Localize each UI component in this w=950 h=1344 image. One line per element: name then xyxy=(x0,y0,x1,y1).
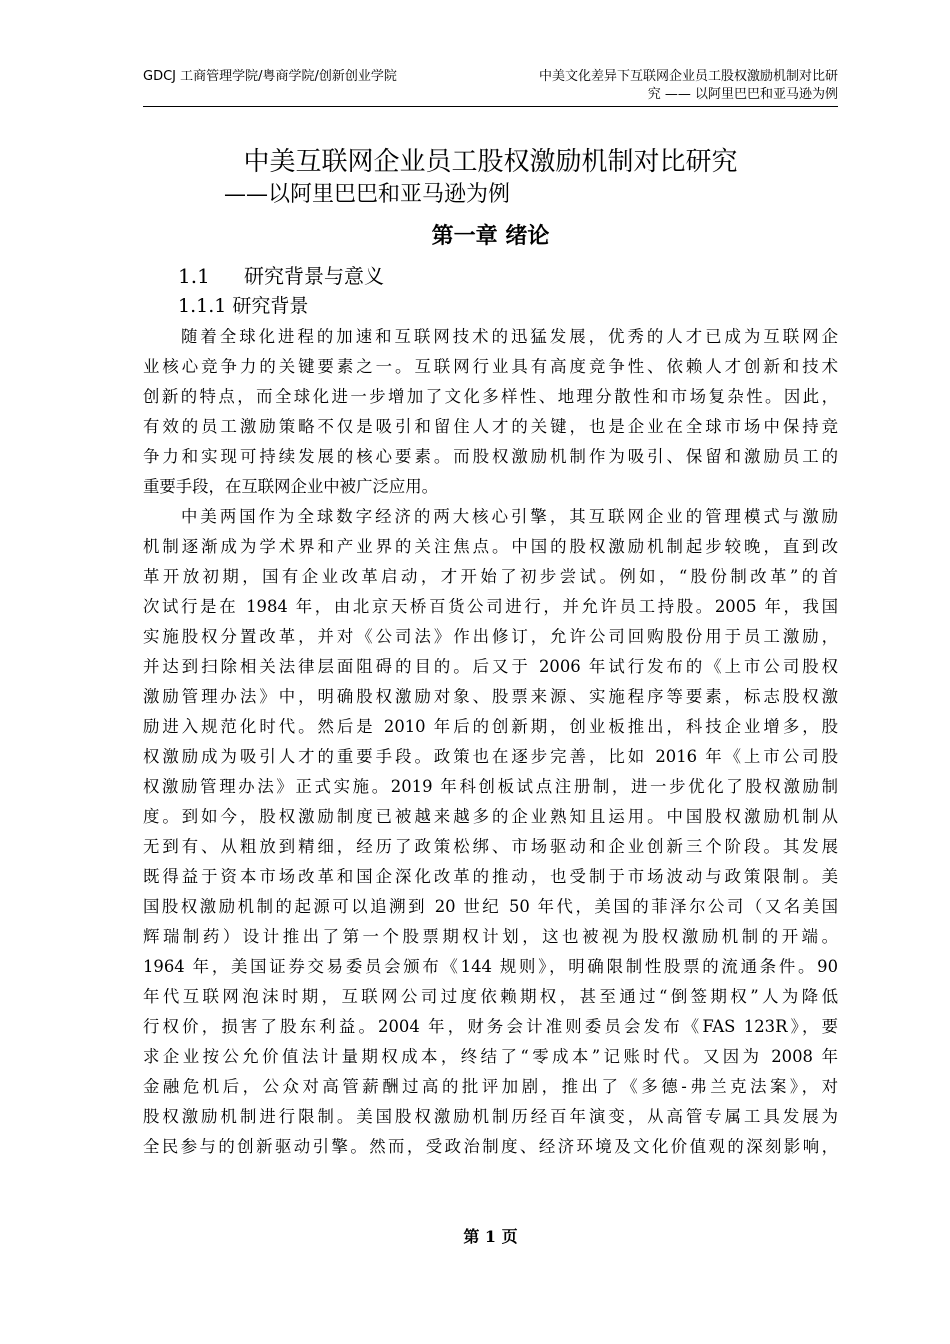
paragraph-line: 年代互联网泡沫时期，互联网公司过度依赖期权，甚至通过“倒签期权”人为降低 xyxy=(143,987,838,1006)
paragraph-line: 革开放初期，国有企业改革启动，才开始了初步尝试。例如，“股份制改革”的首 xyxy=(143,567,838,586)
header-right-line-1: 中美文化差异下互联网企业员工股权激励机制对比研 xyxy=(538,69,838,84)
paragraph-line: 并达到扫除相关法律层面阻碍的目的。后又于 2006 年试行发布的《上市公司股权 xyxy=(143,657,838,676)
paragraph-line: 次试行是在 1984 年，由北京天桥百货公司进行，并允许员工持股。2005 年，我国 xyxy=(143,597,838,616)
header-right-text xyxy=(498,68,838,104)
subsection-title: 研究背景 xyxy=(232,295,309,317)
header-left-text: GDCJ 工商管理学院/粤商学院/创新创业学院 xyxy=(143,69,397,84)
paragraph-line: 求企业按公允价值法计量期权成本，终结了“零成本”记账时代。又因为 2008 年 xyxy=(143,1047,838,1066)
subsection-number: 1.1.1 xyxy=(178,295,227,317)
paragraph-line: 1964 年，美国证券交易委员会颁布《144 规则》，明确限制性股票的流通条件。90 xyxy=(143,957,838,976)
paragraph-line: 既得益于资本市场改革和国企深化改革的推动，也受制于市场波动与政策限制。美 xyxy=(143,867,838,886)
paragraph-line: 实施股权分置改革，并对《公司法》作出修订，允许公司回购股份用于员工激励， xyxy=(143,627,838,646)
section-heading xyxy=(178,262,384,290)
paragraph-line: 权激励成为吸引人才的重要手段。政策也在逐步完善，比如 2016 年《上市公司股 xyxy=(143,747,838,766)
paragraph-line: 重要手段，在互联网企业中被广泛应用。 xyxy=(143,477,439,496)
section-number: 1.1 xyxy=(178,264,210,288)
header-divider xyxy=(143,106,838,107)
document-subtitle: ——以阿里巴巴和亚马逊为例 xyxy=(224,182,511,207)
paragraph-line: 金融危机后，公众对高管薪酬过高的批评加剧，推出了《多德-弗兰克法案》，对 xyxy=(143,1077,838,1096)
paragraph-line: 股权激励机制进行限制。美国股权激励机制历经百年演变，从高管专属工具发展为 xyxy=(143,1107,838,1126)
paragraph-line: 机制逐渐成为学术界和产业界的关注焦点。中国的股权激励机制起步较晚，直到改 xyxy=(143,537,838,556)
paragraph-line: 有效的员工激励策略不仅是吸引和留住人才的关键，也是企业在全球市场中保持竞 xyxy=(143,417,838,436)
paragraph-line: 业核心竞争力的关键要素之一。互联网行业具有高度竞争性、依赖人才创新和技术 xyxy=(143,357,838,376)
paragraph-line: 权激励管理办法》正式实施。2019 年科创板试点注册制，进一步优化了股权激励制 xyxy=(143,777,838,796)
paragraph-line: 辉瑞制药）设计推出了第一个股票期权计划，这也被视为股权激励机制的开端。 xyxy=(143,927,838,946)
paragraph-line: 国股权激励机制的起源可以追溯到 20 世纪 50 年代，美国的菲泽尔公司（又名美国 xyxy=(143,897,838,916)
paragraph-line: 激励管理办法》中，明确股权激励对象、股票来源、实施程序等要素，标志股权激 xyxy=(143,687,838,706)
paragraph-line: 中美两国作为全球数字经济的两大核心引擎，其互联网企业的管理模式与激励 xyxy=(181,507,838,526)
paragraph-line: 争力和实现可持续发展的核心要素。而股权激励机制作为吸引、保留和激励员工的 xyxy=(143,447,838,466)
paragraph-line: 无到有、从粗放到精细，经历了政策松绑、市场驱动和企业创新三个阶段。其发展 xyxy=(143,837,838,856)
paragraph-line: 随着全球化进程的加速和互联网技术的迅猛发展，优秀的人才已成为互联网企 xyxy=(181,327,838,346)
paragraph-line: 全民参与的创新驱动引擎。然而，受政治制度、经济环境及文化价值观的深刻影响， xyxy=(143,1137,838,1156)
document-title: 中美互联网企业员工股权激励机制对比研究 xyxy=(243,147,738,177)
header-right-line-2: 究 —— 以阿里巴巴和亚马逊为例 xyxy=(647,87,838,102)
body-text xyxy=(143,322,838,1162)
paragraph-line: 度。到如今，股权激励制度已被越来越多的企业熟知且运用。中国股权激励机制从 xyxy=(143,807,838,826)
chapter-heading: 第一章 绪论 xyxy=(431,224,550,249)
page-number: 第 1 页 xyxy=(463,1227,518,1246)
paragraph-line: 创新的特点，而全球化进一步增加了文化多样性、地理分散性和市场复杂性。因此， xyxy=(143,387,838,406)
section-title: 研究背景与意义 xyxy=(244,264,384,288)
paragraph-line: 励进入规范化时代。然后是 2010 年后的创新期，创业板推出，科技企业增多，股 xyxy=(143,717,838,736)
paragraph-line: 行权价，损害了股东利益。2004 年，财务会计准则委员会发布《FAS 123R》，要 xyxy=(143,1017,838,1036)
subsection-heading xyxy=(178,292,308,320)
